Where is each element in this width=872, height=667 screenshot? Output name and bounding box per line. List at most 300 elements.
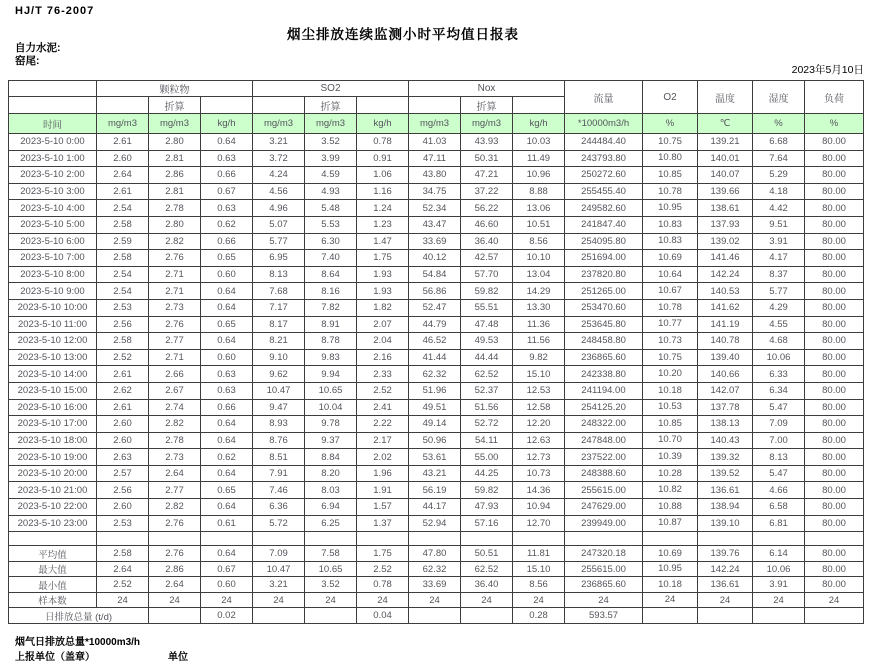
- value-cell: 2.02: [357, 449, 409, 466]
- time-cell: 2023-5-10 17:00: [9, 416, 97, 433]
- value-cell: 250272.60: [565, 167, 643, 184]
- empty-cell: [753, 532, 805, 546]
- value-cell: 43.21: [409, 465, 461, 482]
- value-cell: 237522.00: [565, 449, 643, 466]
- value-cell: 8.76: [253, 432, 305, 449]
- value-cell: 8.91: [305, 316, 357, 333]
- value-cell: 42.57: [461, 250, 513, 267]
- blank-cell: [9, 97, 97, 114]
- value-cell: 8.56: [513, 577, 565, 593]
- value-cell: 2.52: [97, 577, 149, 593]
- value-cell: 80.00: [805, 515, 864, 532]
- value-cell: 2.73: [149, 299, 201, 316]
- value-cell: 5.47: [753, 399, 805, 416]
- value-cell: 0.62: [201, 449, 253, 466]
- blank-cell: [409, 97, 461, 114]
- value-cell: 80.00: [805, 432, 864, 449]
- value-cell: 7.09: [253, 546, 305, 562]
- value-cell: 10.53: [643, 399, 698, 416]
- value-cell: 15.10: [513, 366, 565, 383]
- unit-cell: *10000m3/h: [565, 114, 643, 134]
- value-cell: 5.77: [753, 283, 805, 300]
- corner-blank-cell: [9, 81, 97, 97]
- value-cell: 0.66: [201, 167, 253, 184]
- value-cell: 8.03: [305, 482, 357, 499]
- table-row: [9, 333, 864, 350]
- value-cell: 8.37: [753, 266, 805, 283]
- value-cell: 37.22: [461, 183, 513, 200]
- value-cell: 0.63: [201, 382, 253, 399]
- col-flow: 流量: [565, 81, 643, 114]
- value-cell: 2.82: [149, 416, 201, 433]
- summary-label: 平均值: [9, 546, 97, 562]
- value-cell: 2.71: [149, 349, 201, 366]
- value-cell: 141.19: [698, 316, 753, 333]
- value-cell: 2.41: [357, 399, 409, 416]
- empty-cell: [513, 532, 565, 546]
- value-cell: 253470.60: [565, 299, 643, 316]
- value-cell: 7.40: [305, 250, 357, 267]
- flue-gas-daily-total: 烟气日排放总量*10000m3/h: [15, 637, 141, 648]
- value-cell: 56.22: [461, 200, 513, 217]
- value-cell: 8.64: [305, 266, 357, 283]
- reporting-unit-label: 上报单位（盖章）: [15, 652, 95, 663]
- value-cell: 0.64: [201, 465, 253, 482]
- value-cell: 244484.40: [565, 134, 643, 151]
- value-cell: 55.51: [461, 299, 513, 316]
- value-cell: 80.00: [805, 399, 864, 416]
- value-cell: 141.62: [698, 299, 753, 316]
- value-cell: 4.17: [753, 250, 805, 267]
- value-cell: 62.52: [461, 366, 513, 383]
- value-cell: 4.93: [305, 183, 357, 200]
- value-cell: 2.57: [97, 465, 149, 482]
- value-cell: 33.69: [409, 233, 461, 250]
- value-cell: 7.17: [253, 299, 305, 316]
- value-cell: 10.64: [643, 266, 698, 283]
- value-cell: 52.94: [409, 515, 461, 532]
- value-cell: 0.66: [201, 233, 253, 250]
- summary-label: 样本数: [9, 592, 97, 608]
- value-cell: 2.33: [357, 366, 409, 383]
- value-cell: 12.58: [513, 399, 565, 416]
- value-cell: 56.19: [409, 482, 461, 499]
- summary-label: 最小值: [9, 577, 97, 593]
- value-cell: 0.64: [201, 134, 253, 151]
- value-cell: 140.66: [698, 366, 753, 383]
- value-cell: [305, 608, 357, 624]
- value-cell: 2.86: [149, 561, 201, 577]
- value-cell: 10.94: [513, 499, 565, 516]
- value-cell: 9.78: [305, 416, 357, 433]
- value-cell: 2.58: [97, 546, 149, 562]
- value-cell: 10.65: [305, 382, 357, 399]
- value-cell: 2.58: [97, 250, 149, 267]
- value-cell: 59.82: [461, 283, 513, 300]
- value-cell: 0.02: [201, 608, 253, 624]
- value-cell: 8.88: [513, 183, 565, 200]
- value-cell: 8.84: [305, 449, 357, 466]
- value-cell: 2.61: [97, 399, 149, 416]
- value-cell: 36.40: [461, 233, 513, 250]
- value-cell: 255615.00: [565, 482, 643, 499]
- value-cell: 0.04: [357, 608, 409, 624]
- value-cell: 80.00: [805, 316, 864, 333]
- table-row: [9, 499, 864, 516]
- value-cell: 2.81: [149, 183, 201, 200]
- blank-cell: [253, 97, 305, 114]
- value-cell: 0.78: [357, 577, 409, 593]
- unit-cell: mg/m3: [253, 114, 305, 134]
- value-cell: 3.21: [253, 134, 305, 151]
- value-cell: 10.96: [513, 167, 565, 184]
- value-cell: 241194.00: [565, 382, 643, 399]
- value-cell: 44.25: [461, 465, 513, 482]
- value-cell: 248322.00: [565, 416, 643, 433]
- value-cell: [149, 608, 201, 624]
- value-cell: 4.55: [753, 316, 805, 333]
- value-cell: 6.33: [753, 366, 805, 383]
- value-cell: 2.61: [97, 183, 149, 200]
- value-cell: 80.00: [805, 299, 864, 316]
- value-cell: 2.56: [97, 482, 149, 499]
- unit-cell: %: [805, 114, 864, 134]
- value-cell: 248388.60: [565, 465, 643, 482]
- value-cell: 1.93: [357, 283, 409, 300]
- value-cell: 2.82: [149, 233, 201, 250]
- table-row: [9, 283, 864, 300]
- value-cell: 10.85: [643, 167, 698, 184]
- value-cell: 80.00: [805, 216, 864, 233]
- empty-cell: [698, 532, 753, 546]
- value-cell: 3.72: [253, 150, 305, 167]
- value-cell: 24: [805, 592, 864, 608]
- value-cell: 8.93: [253, 416, 305, 433]
- value-cell: 12.63: [513, 432, 565, 449]
- empty-cell: [149, 532, 201, 546]
- value-cell: 6.95: [253, 250, 305, 267]
- value-cell: 5.07: [253, 216, 305, 233]
- value-cell: 10.95: [643, 561, 698, 577]
- value-cell: 52.72: [461, 416, 513, 433]
- value-cell: [409, 608, 461, 624]
- value-cell: 0.78: [357, 134, 409, 151]
- value-cell: 54.84: [409, 266, 461, 283]
- value-cell: 14.36: [513, 482, 565, 499]
- value-cell: 6.25: [305, 515, 357, 532]
- value-cell: 4.66: [753, 482, 805, 499]
- value-cell: 139.21: [698, 134, 753, 151]
- value-cell: 57.16: [461, 515, 513, 532]
- value-cell: 2.61: [97, 134, 149, 151]
- value-cell: 3.52: [305, 134, 357, 151]
- value-cell: 46.52: [409, 333, 461, 350]
- value-cell: 3.52: [305, 577, 357, 593]
- value-cell: 1.06: [357, 167, 409, 184]
- value-cell: 24: [97, 592, 149, 608]
- value-cell: 11.56: [513, 333, 565, 350]
- value-cell: 8.78: [305, 333, 357, 350]
- value-cell: 52.34: [409, 200, 461, 217]
- value-cell: 251265.00: [565, 283, 643, 300]
- table-row: [9, 465, 864, 482]
- value-cell: 34.75: [409, 183, 461, 200]
- empty-cell: [643, 532, 698, 546]
- table-row: [9, 233, 864, 250]
- value-cell: 8.13: [253, 266, 305, 283]
- value-cell: 5.77: [253, 233, 305, 250]
- converted-label: 折算: [305, 97, 357, 114]
- empty-cell: [201, 532, 253, 546]
- value-cell: [753, 608, 805, 624]
- value-cell: 80.00: [805, 266, 864, 283]
- value-cell: 10.69: [643, 250, 698, 267]
- value-cell: 12.20: [513, 416, 565, 433]
- value-cell: 80.00: [805, 200, 864, 217]
- value-cell: 80.00: [805, 482, 864, 499]
- value-cell: 139.76: [698, 546, 753, 562]
- value-cell: 2.61: [97, 366, 149, 383]
- value-cell: 80.00: [805, 546, 864, 562]
- value-cell: 1.23: [357, 216, 409, 233]
- value-cell: 6.30: [305, 233, 357, 250]
- time-cell: 2023-5-10 2:00: [9, 167, 97, 184]
- value-cell: 0.65: [201, 316, 253, 333]
- value-cell: 2.60: [97, 150, 149, 167]
- value-cell: 8.16: [305, 283, 357, 300]
- value-cell: 2.54: [97, 200, 149, 217]
- value-cell: [461, 608, 513, 624]
- value-cell: 237820.80: [565, 266, 643, 283]
- value-cell: 62.32: [409, 561, 461, 577]
- value-cell: 141.46: [698, 250, 753, 267]
- summary-body: [9, 546, 864, 624]
- time-cell: 2023-5-10 13:00: [9, 349, 97, 366]
- value-cell: 8.17: [253, 316, 305, 333]
- value-cell: 6.36: [253, 499, 305, 516]
- spacer-row: [9, 532, 864, 546]
- value-cell: 43.93: [461, 134, 513, 151]
- table-row: [9, 432, 864, 449]
- value-cell: 10.18: [643, 382, 698, 399]
- value-cell: 2.52: [357, 561, 409, 577]
- value-cell: 242338.80: [565, 366, 643, 383]
- value-cell: 2.53: [97, 515, 149, 532]
- time-cell: 2023-5-10 7:00: [9, 250, 97, 267]
- value-cell: 24: [513, 592, 565, 608]
- value-cell: 2.63: [97, 449, 149, 466]
- value-cell: 1.75: [357, 546, 409, 562]
- value-cell: 51.96: [409, 382, 461, 399]
- value-cell: 3.99: [305, 150, 357, 167]
- value-cell: 53.61: [409, 449, 461, 466]
- value-cell: 2.76: [149, 250, 201, 267]
- value-cell: 2.56: [97, 316, 149, 333]
- value-cell: 10.65: [305, 561, 357, 577]
- empty-cell: [805, 532, 864, 546]
- value-cell: 0.64: [201, 333, 253, 350]
- value-cell: 4.42: [753, 200, 805, 217]
- value-cell: 2.64: [149, 577, 201, 593]
- value-cell: 4.59: [305, 167, 357, 184]
- value-cell: 2.81: [149, 150, 201, 167]
- value-cell: 62.32: [409, 366, 461, 383]
- unit-cell: kg/h: [201, 114, 253, 134]
- group-particulate: 颗粒物: [97, 81, 253, 97]
- value-cell: 10.70: [643, 432, 698, 449]
- value-cell: 139.40: [698, 349, 753, 366]
- value-cell: 2.73: [149, 449, 201, 466]
- value-cell: 80.00: [805, 449, 864, 466]
- value-cell: 6.14: [753, 546, 805, 562]
- value-cell: 57.70: [461, 266, 513, 283]
- time-cell: 2023-5-10 23:00: [9, 515, 97, 532]
- time-cell: 2023-5-10 3:00: [9, 183, 97, 200]
- value-cell: 140.53: [698, 283, 753, 300]
- value-cell: 7.58: [305, 546, 357, 562]
- col-load: 负荷: [805, 81, 864, 114]
- value-cell: 80.00: [805, 250, 864, 267]
- value-cell: 10.83: [643, 216, 698, 233]
- value-cell: 80.00: [805, 233, 864, 250]
- value-cell: 41.44: [409, 349, 461, 366]
- value-cell: 11.81: [513, 546, 565, 562]
- value-cell: 1.96: [357, 465, 409, 482]
- summary-row: [9, 561, 864, 577]
- value-cell: 1.91: [357, 482, 409, 499]
- value-cell: 8.13: [753, 449, 805, 466]
- value-cell: 2.67: [149, 382, 201, 399]
- value-cell: 10.85: [643, 416, 698, 433]
- time-cell: 2023-5-10 4:00: [9, 200, 97, 217]
- daily-total-row: [9, 608, 864, 624]
- value-cell: 2.71: [149, 283, 201, 300]
- value-cell: 24: [305, 592, 357, 608]
- value-cell: 4.24: [253, 167, 305, 184]
- empty-cell: [461, 532, 513, 546]
- value-cell: 137.78: [698, 399, 753, 416]
- table-row: [9, 150, 864, 167]
- value-cell: 0.60: [201, 349, 253, 366]
- value-cell: 0.63: [201, 366, 253, 383]
- time-cell: 2023-5-10 10:00: [9, 299, 97, 316]
- value-cell: 10.83: [643, 233, 698, 250]
- value-cell: 24: [357, 592, 409, 608]
- table-row: [9, 316, 864, 333]
- value-cell: 10.75: [643, 349, 698, 366]
- table-row: [9, 399, 864, 416]
- time-cell: 2023-5-10 9:00: [9, 283, 97, 300]
- value-cell: 140.43: [698, 432, 753, 449]
- report-table: [8, 80, 864, 624]
- value-cell: 80.00: [805, 499, 864, 516]
- time-cell: 2023-5-10 6:00: [9, 233, 97, 250]
- time-cell: 2023-5-10 21:00: [9, 482, 97, 499]
- table-row: [9, 349, 864, 366]
- value-cell: 2.71: [149, 266, 201, 283]
- value-cell: 10.47: [253, 382, 305, 399]
- empty-cell: [357, 532, 409, 546]
- value-cell: 247629.00: [565, 499, 643, 516]
- value-cell: 0.64: [201, 299, 253, 316]
- value-cell: 10.73: [643, 333, 698, 350]
- value-cell: 0.60: [201, 577, 253, 593]
- value-cell: 138.94: [698, 499, 753, 516]
- value-cell: 1.47: [357, 233, 409, 250]
- value-cell: 24: [253, 592, 305, 608]
- value-cell: 52.47: [409, 299, 461, 316]
- value-cell: 0.64: [201, 546, 253, 562]
- value-cell: 56.86: [409, 283, 461, 300]
- value-cell: 2.59: [97, 233, 149, 250]
- value-cell: 12.73: [513, 449, 565, 466]
- table-row: [9, 366, 864, 383]
- value-cell: 0.28: [513, 608, 565, 624]
- blank-cell: [513, 97, 565, 114]
- value-cell: 47.80: [409, 546, 461, 562]
- value-cell: 49.53: [461, 333, 513, 350]
- unit-cell: mg/m3: [305, 114, 357, 134]
- value-cell: 10.77: [643, 316, 698, 333]
- table-row: [9, 250, 864, 267]
- value-cell: 5.29: [753, 167, 805, 184]
- empty-cell: [253, 532, 305, 546]
- value-cell: 8.21: [253, 333, 305, 350]
- value-cell: 80.00: [805, 333, 864, 350]
- value-cell: 7.68: [253, 283, 305, 300]
- value-cell: 0.67: [201, 561, 253, 577]
- value-cell: 253645.80: [565, 316, 643, 333]
- value-cell: 14.29: [513, 283, 565, 300]
- value-cell: 0.66: [201, 399, 253, 416]
- value-cell: 7.91: [253, 465, 305, 482]
- value-cell: 2.82: [149, 499, 201, 516]
- value-cell: 249582.60: [565, 200, 643, 217]
- value-cell: 0.60: [201, 266, 253, 283]
- value-cell: 24: [201, 592, 253, 608]
- value-cell: 2.16: [357, 349, 409, 366]
- value-cell: 139.32: [698, 449, 753, 466]
- value-cell: 50.51: [461, 546, 513, 562]
- value-cell: 10.78: [643, 299, 698, 316]
- value-cell: 2.74: [149, 399, 201, 416]
- table-row: [9, 482, 864, 499]
- empty-cell: [97, 532, 149, 546]
- value-cell: 24: [698, 592, 753, 608]
- value-cell: 80.00: [805, 150, 864, 167]
- value-cell: 6.58: [753, 499, 805, 516]
- value-cell: 24: [461, 592, 513, 608]
- value-cell: 7.46: [253, 482, 305, 499]
- value-cell: 2.76: [149, 515, 201, 532]
- value-cell: 2.17: [357, 432, 409, 449]
- value-cell: 0.64: [201, 432, 253, 449]
- table-row: [9, 449, 864, 466]
- time-cell: 2023-5-10 5:00: [9, 216, 97, 233]
- empty-cell: [409, 532, 461, 546]
- value-cell: 2.52: [97, 349, 149, 366]
- table-row: [9, 416, 864, 433]
- value-cell: 49.14: [409, 416, 461, 433]
- standard-code: HJ/T 76-2007: [15, 5, 95, 17]
- value-cell: 52.37: [461, 382, 513, 399]
- time-cell: 2023-5-10 1:00: [9, 150, 97, 167]
- value-cell: 0.62: [201, 216, 253, 233]
- value-cell: [698, 608, 753, 624]
- summary-row: [9, 577, 864, 593]
- value-cell: 9.82: [513, 349, 565, 366]
- unit-cell: mg/m3: [97, 114, 149, 134]
